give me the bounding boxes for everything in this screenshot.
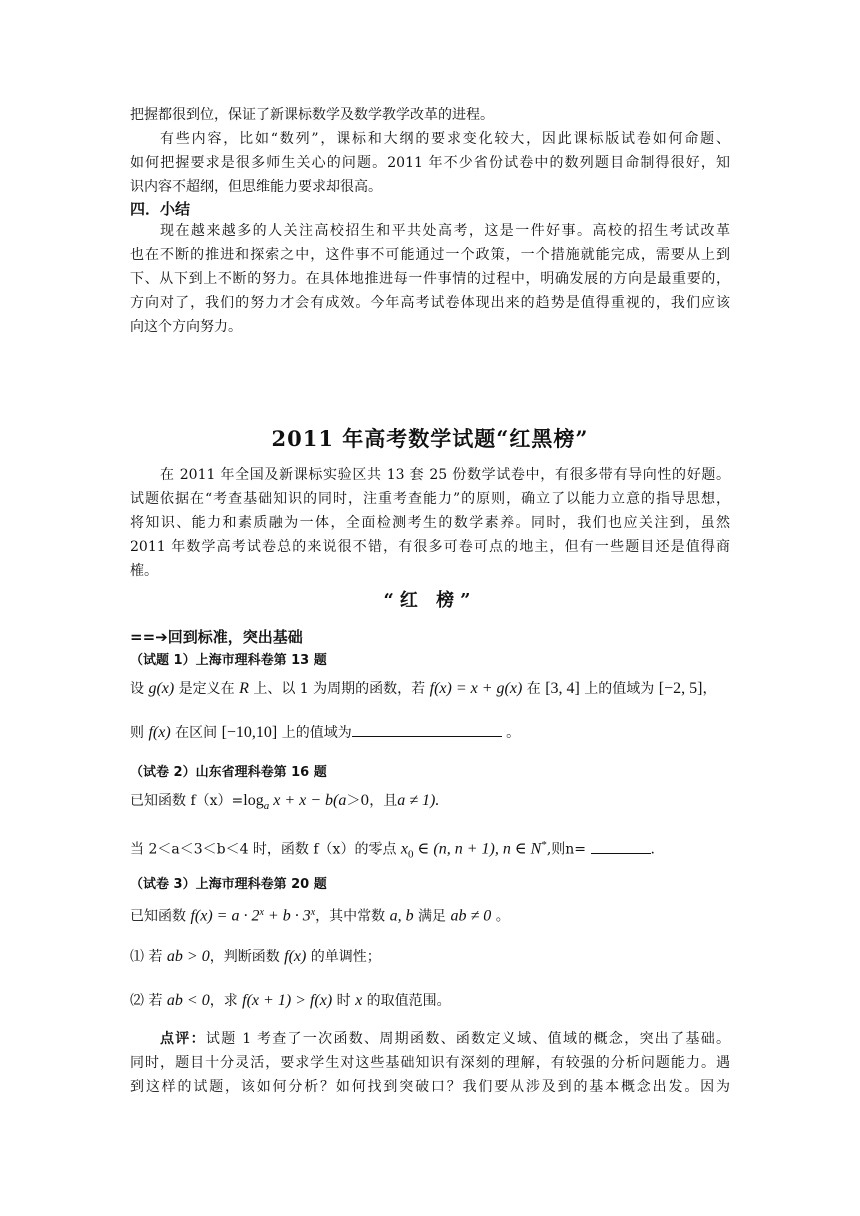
question-3-part-1: ⑴ 若 ab > 0，判断函数 f(x) 的单调性； (130, 948, 381, 965)
comment-line-1: 点评：试题 1 考查了一次函数、周期函数、函数定义域、值域的概念，突出了基础。 (160, 1031, 731, 1047)
paragraph-line: 把握都很到位，保证了新课标数学及数学教学改革的进程。 (130, 107, 494, 123)
answer-blank[interactable] (591, 853, 651, 854)
paragraph-line: 向这个方向努力。 (130, 319, 242, 335)
question-3-label: （试卷 3）上海市理科卷第 20 题 (130, 877, 327, 892)
paragraph-line: 同时，题目十分灵活，要求学生对这些基础知识有深刻的理解，有较强的分析问题能力。遇 (130, 1055, 730, 1071)
question-2-label: （试卷 2）山东省理科卷第 16 题 (130, 765, 327, 780)
paragraph-line: 试题依据在“考查基础知识的同时，注重考查能力”的原则，确立了以能力立意的指导思想， (130, 491, 730, 507)
paragraph-line: 现在越来越多的人关注高校招生和平共处高考，这是一件好事。高校的招生考试改革 (160, 223, 730, 239)
question-1-line-2: 则 f(x) 在区间 [−10,10] 上的值域为 。 (130, 724, 521, 741)
paragraph-line: 将知识、能力和素质融为一体，全面检测考生的数学素养。同时，我们也应关注到，虽然 (130, 515, 730, 531)
question-1-line-1: 设 g(x) 是定义在 R 上、以 1 为周期的函数，若 f(x) = x + g(x) 在 [3, 4] 上的值域为 [−2, 5]， (130, 680, 717, 697)
question-1-label: （试题 1）上海市理科卷第 13 题 (130, 653, 327, 668)
paragraph-line: 下、从下到上不断的努力。在具体地推进每一件事情的过程中，明确发展的方向是最重要的， (130, 271, 730, 287)
paragraph-line: 如何把握要求是很多师生关心的问题。2011 年不少省份试卷中的数列题目命制得很好，知 (130, 155, 730, 171)
question-3-part-2: ⑵ 若 ab < 0，求 f(x + 1) > f(x) 时 x 的取值范围。 (130, 992, 451, 1009)
answer-blank[interactable] (352, 736, 502, 737)
question-2-line-1: 已知函数 $f(x)=\log_a$ x + x − b(a＞0，且a ≠ 1). (130, 792, 440, 812)
question-2-line-2: 当 2＜a＜3＜b＜4 时，函数 f（x）的零点 $x_0$ ∈ (n, n + 1), n ∈ N*,则n= . (130, 839, 655, 861)
paragraph-line: 也在不断的推进和探索之中，这件事不可能通过一个政策，一个措施就能完成，需要从上到 (130, 247, 730, 263)
section-heading-summary: 四．小结 (130, 200, 191, 218)
paragraph-line: 识内容不超纲，但思维能力要求却很高。 (130, 179, 382, 195)
paragraph-line: 在 2011 年全国及新课标实验区共 13 套 25 份数学试卷中，有很多带有导向性的好题。 (160, 467, 730, 483)
subheading-arrow: ==➔回到标准，突出基础 (130, 628, 303, 646)
section-title-red-list: “红 榜” (383, 590, 477, 611)
paragraph-line: 2011 年数学高考试卷总的来说很不错，有很多可卷可点的地主，但有一些题目还是值得商 (130, 539, 730, 555)
question-3-line-1: 已知函数 $f(x) = a \cdot 2^x + b \cdot 3^x$，其中常数 a, b 满足 ab ≠ 0 。 (130, 907, 510, 925)
paragraph-line: 榷。 (130, 563, 158, 579)
paragraph-line: 到这样的试题，该如何分析？如何找到突破口？我们要从涉及到的基本概念出发。因为 (130, 1079, 730, 1095)
paragraph-line: 有些内容，比如“数列”，课标和大纲的要求变化较大，因此课标版试卷如何命题、 (160, 131, 730, 147)
article-title: 2011 年高考数学试题“红黑榜” (271, 426, 589, 451)
paragraph-line: 方向对了，我们的努力才会有成效。今年高考试卷体现出来的趋势是值得重视的，我们应该 (130, 295, 730, 311)
